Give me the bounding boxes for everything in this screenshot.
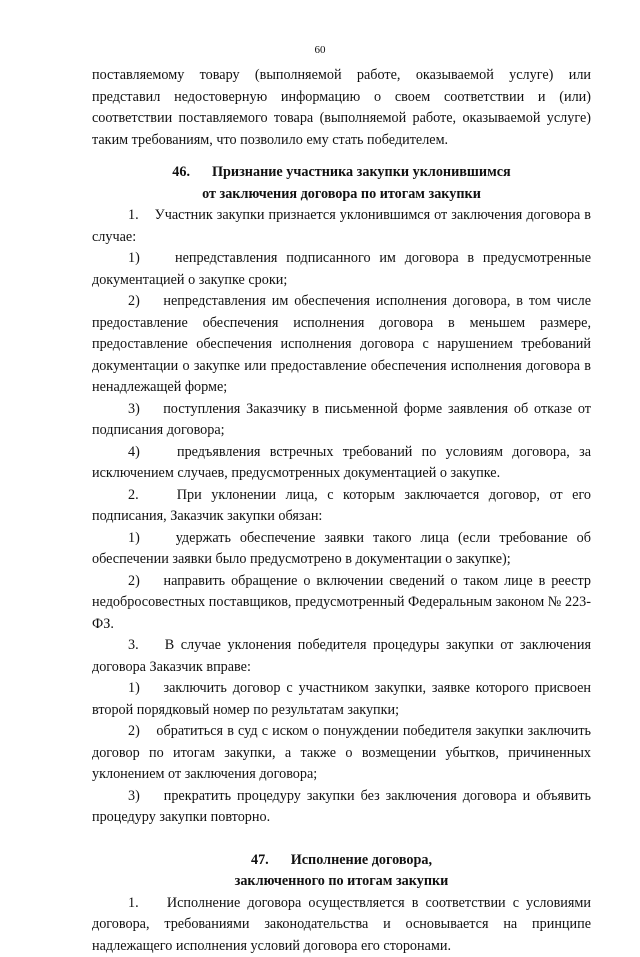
s46-paragraph: 2) обратиться в суд с иском о понуждении победителя закупки заключить договор по итогам закупки, а также о возмещении убытков, причиненных уклонением от заключения договора; — [92, 721, 591, 786]
section-46-title-line2: от заключения договора по итогам закупки — [92, 184, 591, 206]
s46-paragraph: 3) прекратить процедуру закупки без заключения договора и объявить процедуру закупки повторно. — [92, 786, 591, 829]
s46-paragraph: 1) удержать обеспечение заявки такого лица (если требование об обеспечении заявки было предусмотрено в документации о закупке); — [92, 528, 591, 571]
section-47-title-line2: заключенного по итогам закупки — [92, 871, 591, 893]
s46-paragraph: 2) непредставления им обеспечения исполнения договора, в том числе предоставление обеспечения исполнения договора в меньшем размере, предоставление обеспечения исполнения договора с нарушением требований документации о закупке или предоставление обеспечения исполнения договора в ненадлежащей форме; — [92, 291, 591, 399]
s46-paragraph: 2. При уклонении лица, с которым заключается договор, от его подписания, Заказчик закупки обязан: — [92, 485, 591, 528]
spacer — [92, 829, 591, 850]
section-46-number: 46. — [172, 162, 190, 184]
section-46-heading — [92, 162, 591, 184]
s46-paragraph: 1. Участник закупки признается уклонившимся от заключения договора в случае: — [92, 205, 591, 248]
s46-paragraph: 3. В случае уклонения победителя процедуры закупки от заключения договора Заказчик вправе: — [92, 635, 591, 678]
s46-paragraph: 3) поступления Заказчику в письменной форме заявления об отказе от подписания договора; — [92, 399, 591, 442]
section-46-title-line1: Признание участника закупки уклонившимся — [212, 164, 511, 180]
section-47-heading — [92, 850, 591, 872]
section-47-number: 47. — [251, 850, 269, 872]
s46-paragraph: 1) заключить договор с участником закупки, заявке которого присвоен второй порядковый номер по результатам закупки; — [92, 678, 591, 721]
document-body — [92, 65, 591, 957]
s46-paragraph: 1) непредставления подписанного им договора в предусмотренные документацией о закупке сроки; — [92, 248, 591, 291]
s47-paragraph: 1. Исполнение договора осуществляется в соответствии с условиями договора, требованиями законодательства и основывается на принципе надлежащего исполнения условий договора его сторонами. — [92, 893, 591, 957]
page-number: 60 — [0, 44, 640, 56]
s46-paragraph: 2) направить обращение о включении сведений о таком лице в реестр недобросовестных поставщиков, предусмотренный Федеральным законом № 223-ФЗ. — [92, 571, 591, 636]
intro-paragraph: поставляемому товару (выполняемой работе, оказываемой услуге) или представил недостоверную информацию о своем соответствии и (или) соответствии поставляемого товара (выполняемой работе, оказываемой услуге) таким требованиям, что позволило ему стать победителем. — [92, 65, 591, 151]
s46-paragraph: 4) предъявления встречных требований по условиям договора, за исключением случаев, предусмотренных документацией о закупке. — [92, 442, 591, 485]
spacer — [92, 151, 591, 162]
section-47-title-line1: Исполнение договора, — [291, 852, 432, 868]
